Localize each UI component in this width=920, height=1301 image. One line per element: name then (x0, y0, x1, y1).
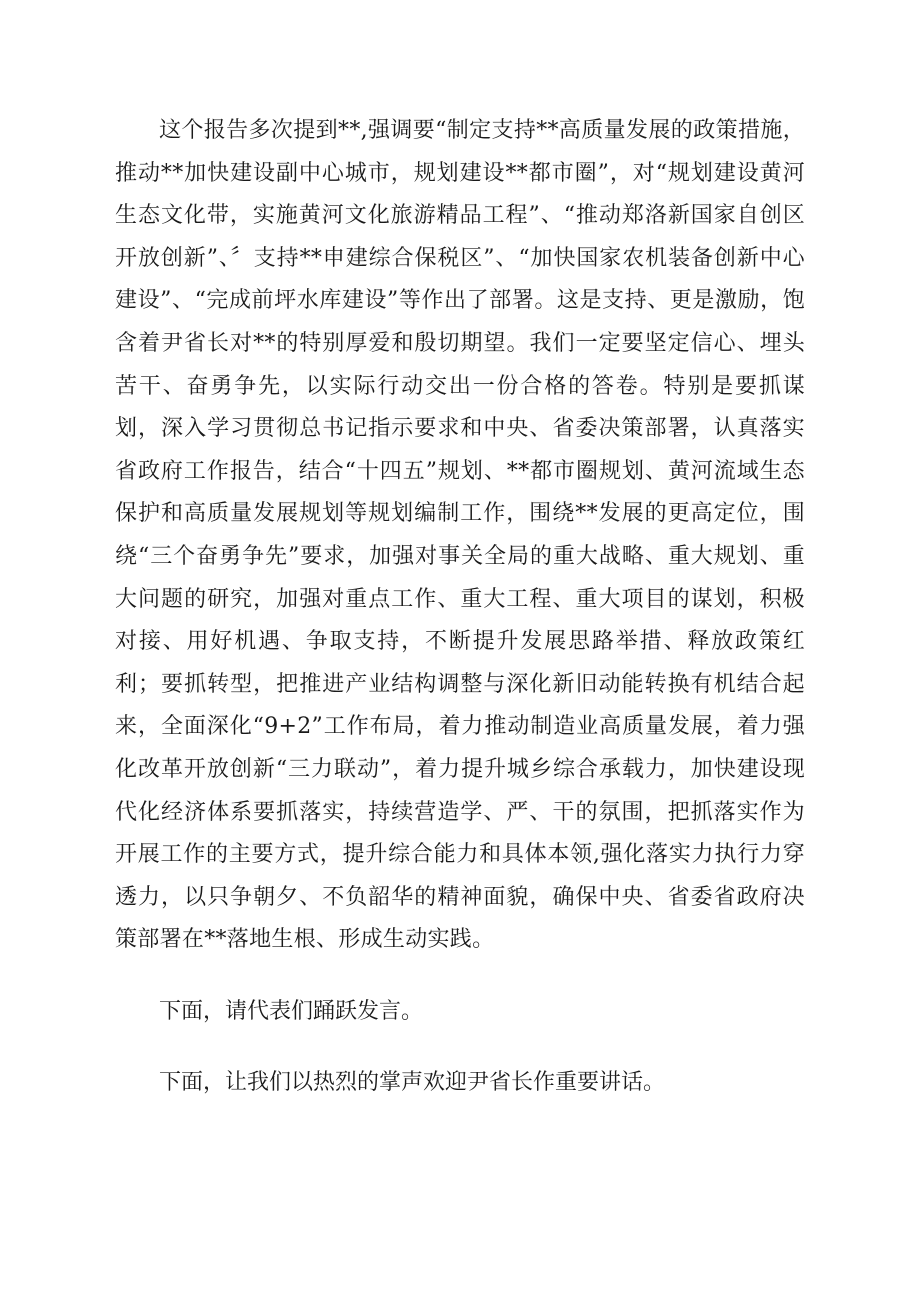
document-body (115, 110, 805, 1104)
paragraph-invite-speeches: 下面，请代表们踊跃发言。 (159, 998, 424, 1024)
paragraph-welcome-governor: 下面，让我们以热烈的掌声欢迎尹省长作重要讲话。 (159, 1069, 666, 1095)
paragraph-report-summary: 这个报告多次提到**,强调要“制定支持**高质量发展的政策措施，推动**加快建设副中心城市，规划建设**都市圈”，对“规划建设黄河生态文化带，实施黄河文化旅游精品工程”、“推动郑洛新国家自创区开放创新”、〞支持**申建综合保税区”、“加快国家农机装备创新中心建设”、“完成前坪水库建设”等作出了部署。这是支持、更是激励，饱含着尹省长对**的特别厚爱和殷切期望。我们一定要坚定信心、埋头苦干、奋勇争先，以实际行动交出一份合格的答卷。特别是要抓谋划，深入学习贯彻总书记指示要求和中央、省委决策部署，认真落实省政府工作报告，结合“十四五”规划、**都市圈规划、黄河流域生态保护和高质量发展规划等规划编制工作，围绕**发展的更高定位，围绕“三个奋勇争先”要求，加强对事关全局的重大战略、重大规划、重大问题的研究，加强对重点工作、重大工程、重大项目的谋划，积极对接、用好机遇、争取支持，不断提升发展思路举措、释放政策红利；要抓转型，把推进产业结构调整与深化新旧动能转换有机结合起来，全面深化“9+2”工作布局，着力推动制造业高质量发展，着力强化改革开放创新“三力联动”，着力提升城乡综合承载力，加快建设现代化经济体系要抓落实，持续营造学、严、干的氛围，把抓落实作为开展工作的主要方式，提升综合能力和具体本领,强化落实力执行力穿透力，以只争朝夕、不负韶华的精神面貌，确保中央、省委省政府决策部署在**落地生根、形成生动实践。 (115, 118, 805, 953)
